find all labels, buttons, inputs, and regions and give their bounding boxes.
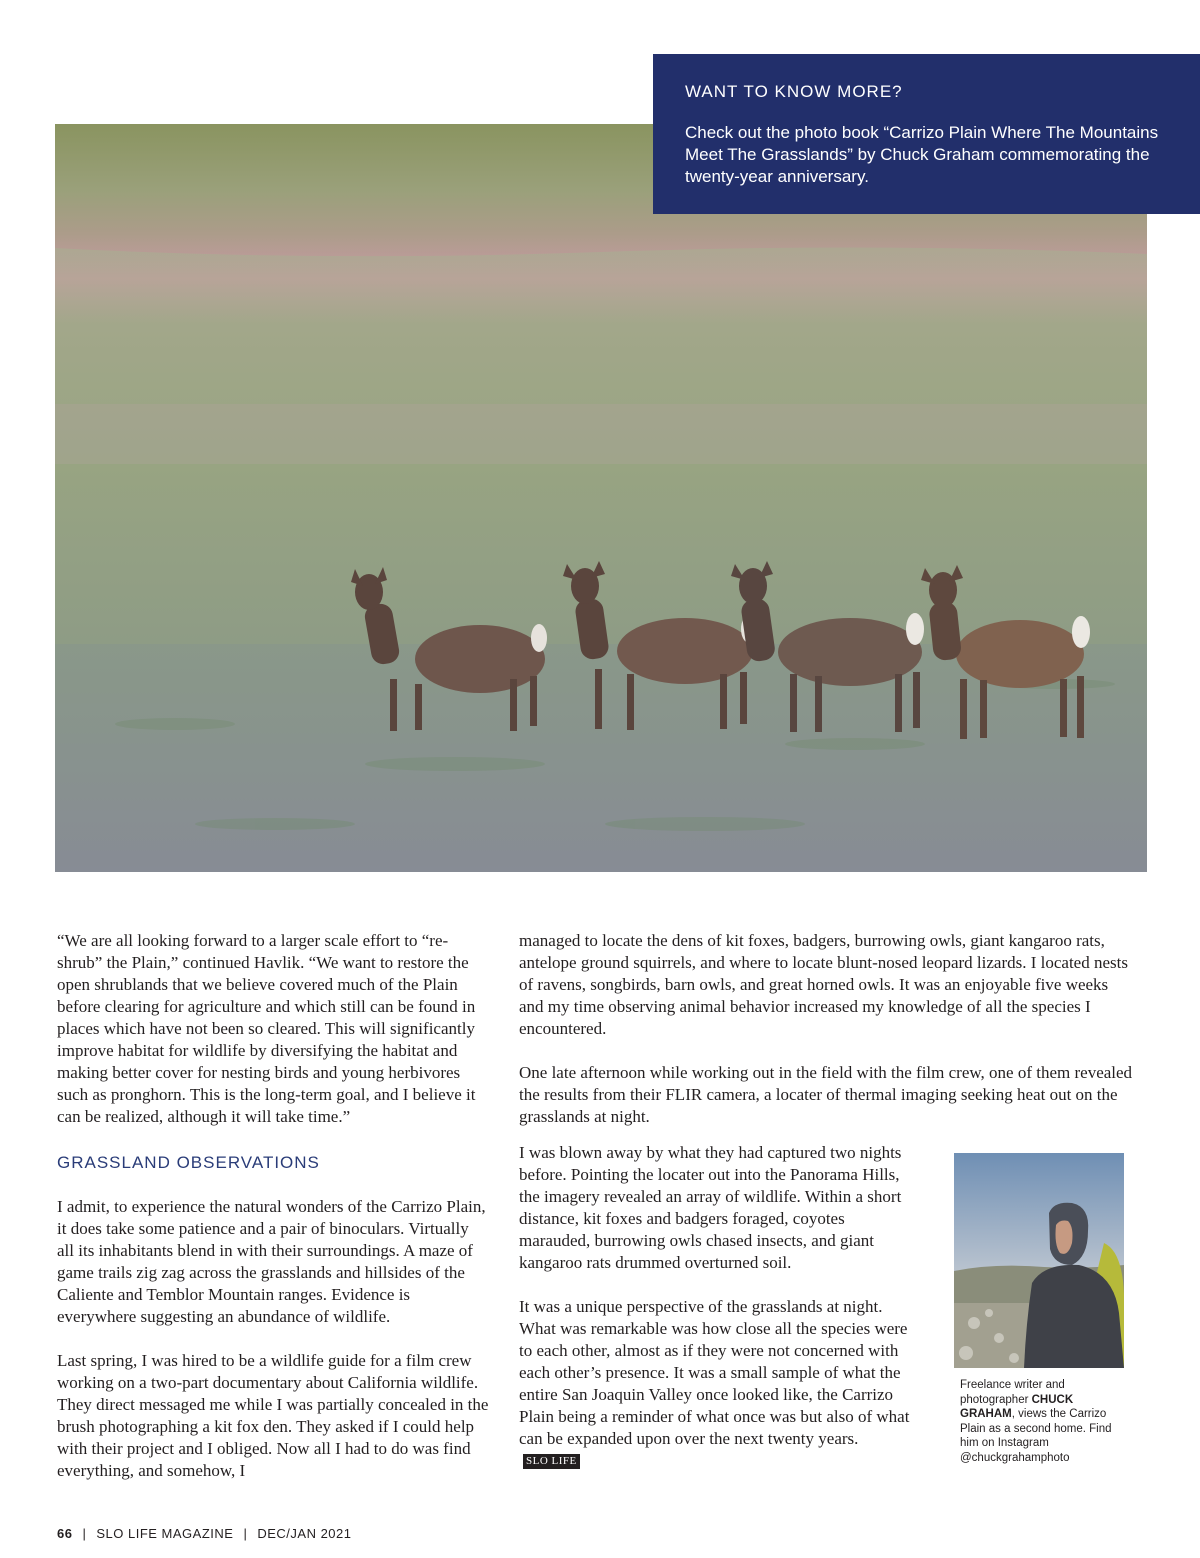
caption-rest: , views the Carrizo Plain as a second home. Find him on Instagram @chuckgrahamphoto — [960, 1408, 1112, 1464]
want-to-know-more-callout — [653, 54, 1200, 214]
footer-divider: | — [243, 1526, 248, 1541]
paragraph: I was blown away by what they had captured two nights before. Pointing the locater out into the Panorama Hills, the imagery revealed an array of wildlife. Within a short distance, kit foxes and badgers foraged, coyotes marauded, burrowing owls chased insects, and giant kangaroo rats drummed overturned soil. — [519, 1143, 902, 1272]
page-number: 66 — [57, 1526, 73, 1541]
callout-text: Check out the photo book “Carrizo Plain Where The Mountains Meet The Grasslands” by Chuck Graham commemorating the twenty-year anniversary. — [685, 123, 1159, 186]
article-column-right-bottom — [519, 1142, 919, 1494]
elk-grassland-photo — [55, 124, 1147, 872]
section-heading: GRASSLAND OBSERVATIONS — [57, 1153, 320, 1172]
author-portrait-photo — [954, 1153, 1124, 1368]
paragraph: “We are all looking forward to a larger scale effort to “re-shrub” the Plain,” continued Havlik. “We want to restore the open shrublands that we believe covered much of the Plain before clearing for agriculture and which still can be found in places which have not been so cleared. This will significantly improve habitat for wildlife by diversifying the habitat and making better cover for nesting birds and young herbivores such as pronghorn. This is the long-term goal, and I believe it can be realized, although it will take time.” — [57, 931, 476, 1126]
footer-divider: | — [82, 1526, 87, 1541]
magazine-name: SLO LIFE MAGAZINE — [96, 1526, 234, 1541]
paragraph: managed to locate the dens of kit foxes, badgers, burrowing owls, giant kangaroo rats, antelope ground squirrels, and where to locate blunt-nosed leopard lizards. I located nests of ravens, songbirds, barn owls, and great horned owls. It was an enjoyable five weeks and my time observing animal behavior increased my knowledge of all the species I encountered. — [519, 931, 1128, 1038]
article-column-right-top — [519, 930, 1134, 1150]
paragraph: Last spring, I was hired to be a wildlife guide for a film crew working on a two-part documentary about California wildlife. They direct messaged me while I was partially concealed in the brush photographing a kit fox den. They asked if I could help with their project and I obliged. Now all I had to do was find everything, and somehow, I — [57, 1351, 489, 1480]
author-caption — [960, 1378, 1130, 1465]
page-footer — [57, 1526, 352, 1541]
article-column-left — [57, 930, 489, 1504]
caption-name: CHUCK GRAHAM — [960, 1393, 1074, 1420]
paragraph — [519, 1296, 919, 1472]
caption-lead: Freelance writer and photographer — [960, 1379, 1065, 1406]
issue-date: DEC/JAN 2021 — [257, 1526, 352, 1541]
paragraph: I admit, to experience the natural wonders of the Carrizo Plain, it does take some patience and a pair of binoculars. Virtually all its inhabitants blend in with their surroundings. A maze of game trails zig zag across the grasslands and hillsides of the Caliente and Temblor Mountain ranges. Evidence is everywhere suggesting an abundance of wildlife. — [57, 1197, 486, 1326]
paragraph-text: It was a unique perspective of the grasslands at night. What was remarkable was how close all the species were to each other, almost as if they were not concerned with each other’s presence. It was a small sample of what the entire San Joaquin Valley once looked like, the Carrizo Plain being a reminder of what once was but also of what can be expanded upon over the next twenty years. — [519, 1297, 910, 1448]
slo-life-end-mark: SLO LIFE — [523, 1454, 580, 1469]
paragraph: One late afternoon while working out in the field with the film crew, one of them revealed the results from their FLIR camera, a locater of thermal imaging seeking heat out on the grasslands at night. — [519, 1063, 1133, 1126]
callout-heading: WANT TO KNOW MORE? — [685, 82, 903, 101]
